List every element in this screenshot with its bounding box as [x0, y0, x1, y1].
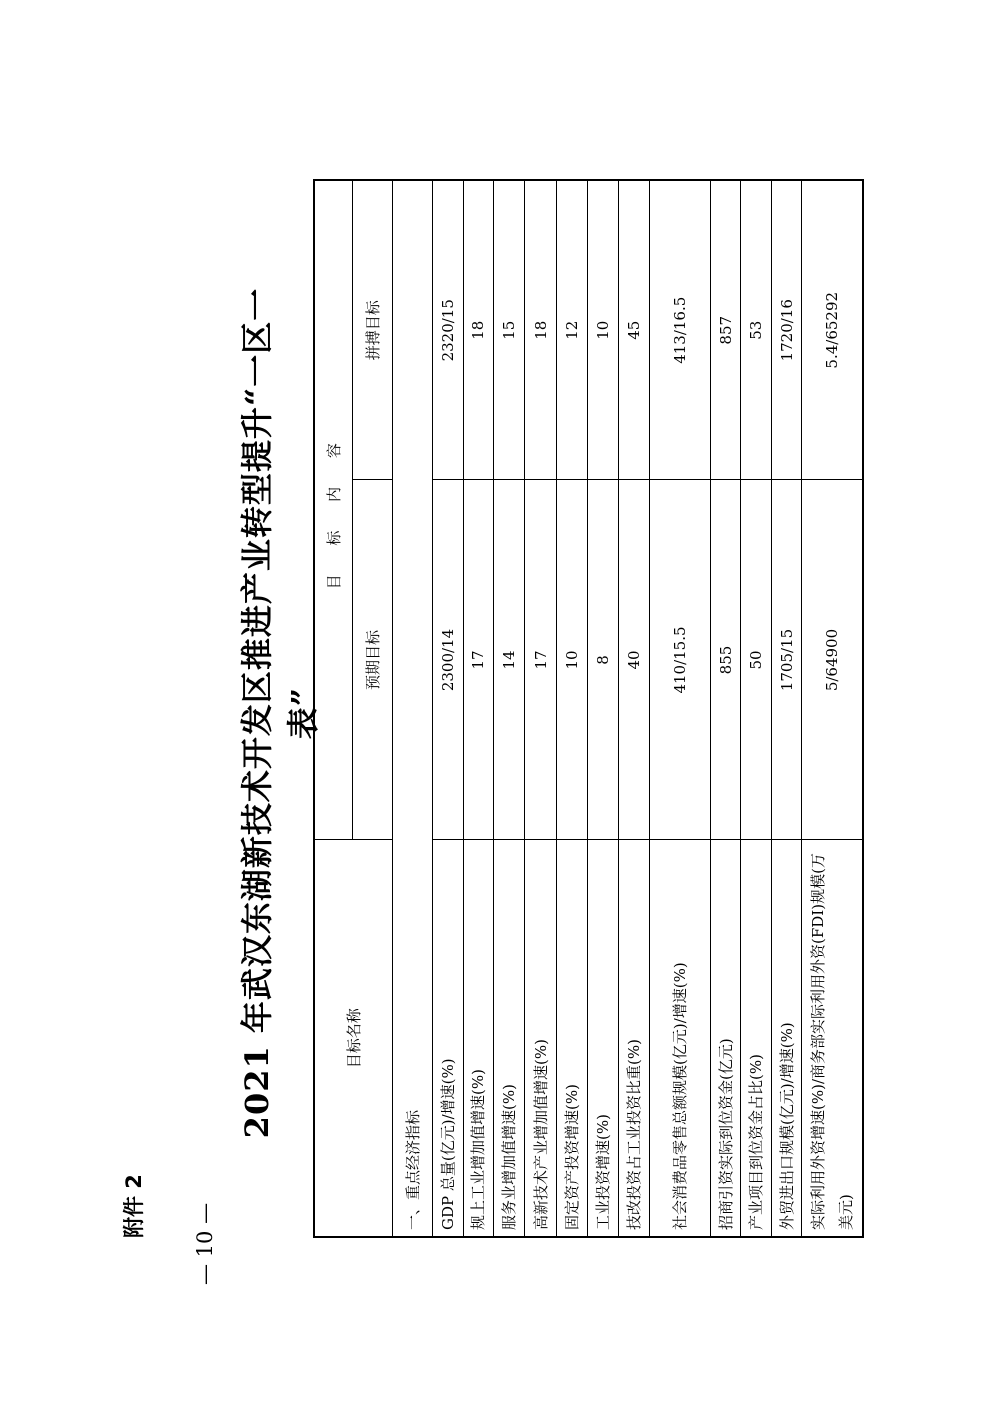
document-title: 2021 年武汉东湖新技术开发区推进产业转型提升“一区一表”: [238, 287, 322, 1139]
table-row: [710, 180, 741, 1237]
indicator-name: 高新技术产业增加值增速(%): [524, 840, 557, 1237]
header-expected-target: 预期目标: [352, 480, 392, 840]
header-target-content: 目 标 内 容: [314, 180, 352, 840]
stretch-value: 12: [557, 180, 588, 480]
expected-value: 410/15.5: [649, 480, 710, 840]
indicator-name: 工业投资增速(%): [587, 840, 619, 1237]
stretch-value: 10: [587, 180, 619, 480]
indicator-name: 招商引资实际到位资金(亿元): [710, 840, 741, 1237]
stretch-value: 18: [463, 180, 494, 480]
expected-value: 8: [587, 480, 619, 840]
stretch-value: 2320/15: [433, 180, 464, 480]
expected-value: 2300/14: [433, 480, 464, 840]
table-row: [771, 180, 802, 1237]
table-row: [433, 180, 464, 1237]
attachment-label: 附件 2: [122, 1174, 146, 1238]
stretch-value: 18: [524, 180, 557, 480]
table-row: [649, 180, 710, 1237]
stretch-value: 413/16.5: [649, 180, 710, 480]
table-row: [587, 180, 619, 1237]
table-row: [557, 180, 588, 1237]
expected-value: 40: [619, 480, 650, 840]
header-indicator-name: 目标名称: [314, 840, 392, 1237]
indicator-name: 服务业增加值增速(%): [494, 840, 525, 1237]
page-number: — 10 —: [193, 1202, 217, 1285]
stretch-value: 45: [619, 180, 650, 480]
table-row: [524, 180, 557, 1237]
expected-value: 1705/15: [771, 480, 802, 840]
indicator-name: 社会消费品零售总额规模(亿元)/增速(%): [649, 840, 710, 1237]
expected-value: 5/64900: [802, 480, 863, 840]
expected-value: 17: [463, 480, 494, 840]
indicator-name: 实际利用外资增速(%)/商务部实际利用外资(FDI)规模(万美元): [802, 840, 863, 1237]
table-row: [741, 180, 772, 1237]
target-table: [313, 179, 864, 1238]
table-row: [463, 180, 494, 1237]
section-title: 一、重点经济指标: [392, 180, 433, 1237]
stretch-value: 53: [741, 180, 772, 480]
indicator-name: 固定资产投资增速(%): [557, 840, 588, 1237]
table-row: [494, 180, 525, 1237]
stretch-value: 857: [710, 180, 741, 480]
stretch-value: 1720/16: [771, 180, 802, 480]
indicator-name: 技改投资占工业投资比重(%): [619, 840, 650, 1237]
indicator-name: 外贸进出口规模(亿元)/增速(%): [771, 840, 802, 1237]
indicator-name: 产业项目到位资金占比(%): [741, 840, 772, 1237]
stretch-value: 15: [494, 180, 525, 480]
expected-value: 50: [741, 480, 772, 840]
expected-value: 10: [557, 480, 588, 840]
indicator-name: GDP 总量(亿元)/增速(%): [433, 840, 464, 1237]
indicator-name: 规上工业增加值增速(%): [463, 840, 494, 1237]
stretch-value: 5.4/65292: [802, 180, 863, 480]
table-row: [802, 180, 863, 1237]
expected-value: 14: [494, 480, 525, 840]
expected-value: 855: [710, 480, 741, 840]
expected-value: 17: [524, 480, 557, 840]
header-stretch-target: 拼搏目标: [352, 180, 392, 480]
table-row: [619, 180, 650, 1237]
